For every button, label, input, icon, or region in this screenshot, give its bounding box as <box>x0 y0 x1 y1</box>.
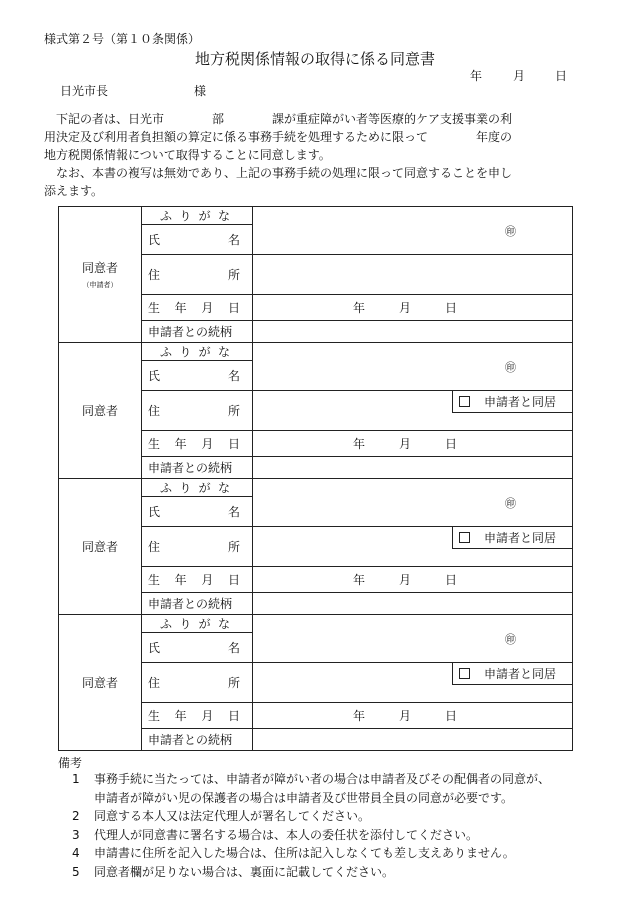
name-label-char: 氏 <box>148 233 161 247</box>
name-label-char: 氏 <box>148 505 161 519</box>
birthdate-label-char: 月 <box>201 437 214 451</box>
address-label-char: 所 <box>227 268 240 282</box>
name-label-cell <box>142 225 253 255</box>
birthdate-label <box>148 435 252 452</box>
relation-field[interactable] <box>253 457 573 479</box>
cohabit-label: 申請者と同居 <box>484 395 557 409</box>
applicant-note: （申請者） <box>82 281 118 289</box>
name-field[interactable] <box>253 343 573 391</box>
name-field[interactable] <box>253 479 573 527</box>
consenter-block <box>59 479 573 497</box>
name-field[interactable] <box>253 207 573 255</box>
relation-label: 申請者との続柄 <box>142 321 253 343</box>
consent-statement <box>44 110 584 200</box>
furigana-label <box>160 207 252 224</box>
statement-line: なお、本書の複写は無効であり、上記の事務手続の処理に限って同意することを申し <box>56 166 513 180</box>
birthdate-label-char: 日 <box>227 301 240 315</box>
furigana-label <box>160 479 252 496</box>
birthdate-field[interactable] <box>253 703 573 729</box>
date-month-label: 月 <box>513 69 526 83</box>
birthdate-label-char: 月 <box>201 573 214 587</box>
birthdate-label-char: 月 <box>201 709 214 723</box>
address-label-char: 住 <box>148 268 161 282</box>
address-label-cell <box>142 663 253 703</box>
note-text: 事務手続に当たっては、申請者が障がい者の場合は申請者及びその配偶者の同意が、 <box>94 772 551 786</box>
birthdate-label-cell <box>142 703 253 729</box>
checkbox-icon <box>459 532 470 543</box>
furigana-label-char: り <box>179 617 192 631</box>
address-field[interactable] <box>253 391 573 431</box>
note-number: 5 <box>72 864 80 879</box>
name-label-char: 名 <box>227 505 240 519</box>
birthdate-field[interactable] <box>253 567 573 593</box>
birthdate-label-char: 生 <box>148 437 161 451</box>
name-label-char: 氏 <box>148 369 161 383</box>
group-label: 同意者 <box>81 676 118 690</box>
furigana-label-char: が <box>198 617 211 631</box>
name-label <box>148 503 252 520</box>
furigana-label-char: な <box>217 617 230 631</box>
address-label-cell <box>142 527 253 567</box>
furigana-label-cell <box>142 207 253 225</box>
notes-title: 備考 <box>58 756 83 770</box>
note-item <box>72 826 592 845</box>
birthdate-label-cell <box>142 567 253 593</box>
furigana-label-char: ふ <box>160 345 173 359</box>
birthdate-label-cell <box>142 431 253 457</box>
furigana-label-char: り <box>179 481 192 495</box>
relation-label: 申請者との続柄 <box>142 729 253 751</box>
furigana-label-char: り <box>179 209 192 223</box>
notes-list <box>72 770 592 881</box>
seal-mark: ㊞ <box>505 224 516 238</box>
furigana-label-char: り <box>179 345 192 359</box>
note-text: 代理人が同意書に署名する場合は、本人の委任状を添付してください。 <box>94 827 479 842</box>
name-label <box>148 231 252 248</box>
furigana-label-char: が <box>198 481 211 495</box>
note-number: 4 <box>72 846 80 860</box>
address-label <box>148 538 252 555</box>
furigana-label-char: ふ <box>160 209 173 223</box>
consenter-block <box>59 615 573 633</box>
consenter-block <box>59 343 573 361</box>
birthdate-label-char: 年 <box>174 301 187 315</box>
name-label-char: 名 <box>227 233 240 247</box>
statement-line: 用決定及び利用者負担額の算定に係る事務手続を処理するために限って 年度の <box>44 130 513 144</box>
birthdate-label-char: 生 <box>148 573 161 587</box>
furigana-label-char: が <box>198 345 211 359</box>
birthdate-label-char: 年 <box>174 709 187 723</box>
consenter-block <box>59 207 573 225</box>
note-number: 1 <box>72 772 80 786</box>
name-label-cell <box>142 633 253 663</box>
addressee: 日光市長 <box>60 84 109 98</box>
cohabit-checkbox[interactable] <box>452 391 572 413</box>
note-text: 同意者欄が足りない場合は、裏面に記載してください。 <box>94 864 395 879</box>
furigana-label <box>160 343 252 360</box>
birthdate-field[interactable] <box>253 431 573 457</box>
cohabit-checkbox[interactable] <box>452 663 572 685</box>
note-text: 同意する本人又は法定代理人が署名してください。 <box>94 809 371 823</box>
name-label-char: 名 <box>227 369 240 383</box>
relation-field[interactable] <box>253 593 573 615</box>
furigana-label-cell <box>142 479 253 497</box>
birthdate-label-char: 生 <box>148 709 161 723</box>
note-continuation: 申請者が障がい児の保護者の場合は申請者及び世帯員全員の同意が必要です。 <box>94 790 514 805</box>
birthdate-label <box>148 707 252 724</box>
group-label: 同意者 <box>81 404 118 418</box>
note-text: 申請書に住所を記入した場合は、住所は記入しなくても差し支えありません。 <box>94 846 515 860</box>
checkbox-icon <box>459 396 470 407</box>
note-item <box>72 770 592 789</box>
address-field[interactable] <box>253 255 573 295</box>
birthdate-label-char: 年 <box>174 573 187 587</box>
statement-line: 下記の者は、日光市 部 課が重症障がい者等医療的ケア支援事業の利 <box>56 112 513 126</box>
furigana-label <box>160 615 252 632</box>
note-number: 2 <box>72 809 80 823</box>
address-label-cell <box>142 391 253 431</box>
birth-year-label: 年 <box>353 709 366 723</box>
name-label <box>148 367 252 384</box>
group-label: 同意者 <box>81 540 118 554</box>
birth-day-label: 日 <box>445 437 458 451</box>
furigana-label-char: な <box>217 209 230 223</box>
consenter-group-cell <box>59 615 142 751</box>
birthdate-label-char: 日 <box>227 709 240 723</box>
note-item <box>72 844 592 863</box>
birthdate-label-char: 日 <box>227 573 240 587</box>
relation-field[interactable] <box>253 729 573 751</box>
birth-year-label: 年 <box>353 573 366 587</box>
name-label-cell <box>142 497 253 527</box>
date-day-label: 日 <box>555 69 568 83</box>
address-label-cell <box>142 255 253 295</box>
group-label: 同意者 <box>81 261 118 275</box>
address-label-char: 所 <box>227 540 240 554</box>
page-title: 地方税関係情報の取得に係る同意書 <box>194 50 435 68</box>
birthdate-field[interactable] <box>253 295 573 321</box>
consenter-group-cell <box>59 207 142 343</box>
birthdate-label-char: 月 <box>201 301 214 315</box>
birth-month-label: 月 <box>399 437 412 451</box>
furigana-label-char: が <box>198 209 211 223</box>
birth-day-label: 日 <box>445 573 458 587</box>
seal-mark: ㊞ <box>505 496 516 510</box>
relation-label: 申請者との続柄 <box>142 593 253 615</box>
address-label-char: 所 <box>227 404 240 418</box>
birthdate-label <box>148 299 252 316</box>
furigana-label-char: な <box>217 345 230 359</box>
birth-month-label: 月 <box>399 573 412 587</box>
cohabit-checkbox[interactable] <box>452 527 572 549</box>
cohabit-label: 申請者と同居 <box>484 531 557 545</box>
address-label <box>148 266 252 283</box>
name-label-char: 氏 <box>148 641 161 655</box>
cohabit-label: 申請者と同居 <box>484 667 557 681</box>
name-label-cell <box>142 361 253 391</box>
birthdate-label-cell <box>142 295 253 321</box>
name-field[interactable] <box>253 615 573 663</box>
furigana-label-char: ふ <box>160 617 173 631</box>
birth-month-label: 月 <box>399 301 412 315</box>
seal-mark: ㊞ <box>505 360 516 374</box>
birthdate-label-char: 日 <box>227 437 240 451</box>
address-label-char: 住 <box>148 404 161 418</box>
note-number: 3 <box>72 827 80 842</box>
birth-year-label: 年 <box>353 301 366 315</box>
note-item <box>72 863 592 882</box>
seal-mark: ㊞ <box>505 632 516 646</box>
birth-day-label: 日 <box>445 709 458 723</box>
consenter-group-cell <box>59 479 142 615</box>
furigana-label-cell <box>142 343 253 361</box>
birthdate-label-char: 生 <box>148 301 161 315</box>
name-label-char: 名 <box>227 641 240 655</box>
furigana-label-cell <box>142 615 253 633</box>
birth-month-label: 月 <box>399 709 412 723</box>
address-label <box>148 402 252 419</box>
birthdate-label <box>148 571 252 588</box>
address-label-char: 住 <box>148 676 161 690</box>
address-label-char: 所 <box>227 676 240 690</box>
checkbox-icon <box>459 668 470 679</box>
birth-day-label: 日 <box>445 301 458 315</box>
address-label-char: 住 <box>148 540 161 554</box>
address-field[interactable] <box>253 663 573 703</box>
statement-line: 地方税関係情報について取得することに同意します。 <box>44 148 331 162</box>
relation-label: 申請者との続柄 <box>142 457 253 479</box>
date-year-label: 年 <box>470 69 483 83</box>
address-field[interactable] <box>253 527 573 567</box>
note-item <box>72 807 592 826</box>
address-label <box>148 674 252 691</box>
name-label <box>148 639 252 656</box>
consenter-group-cell <box>59 343 142 479</box>
furigana-label-char: な <box>217 481 230 495</box>
consent-table <box>58 206 573 751</box>
statement-line: 添えます。 <box>44 184 104 198</box>
honorific: 様 <box>194 84 207 98</box>
relation-field[interactable] <box>253 321 573 343</box>
birthdate-label-char: 年 <box>174 437 187 451</box>
birth-year-label: 年 <box>353 437 366 451</box>
form-number: 様式第２号（第１０条関係） <box>44 32 201 46</box>
furigana-label-char: ふ <box>160 481 173 495</box>
